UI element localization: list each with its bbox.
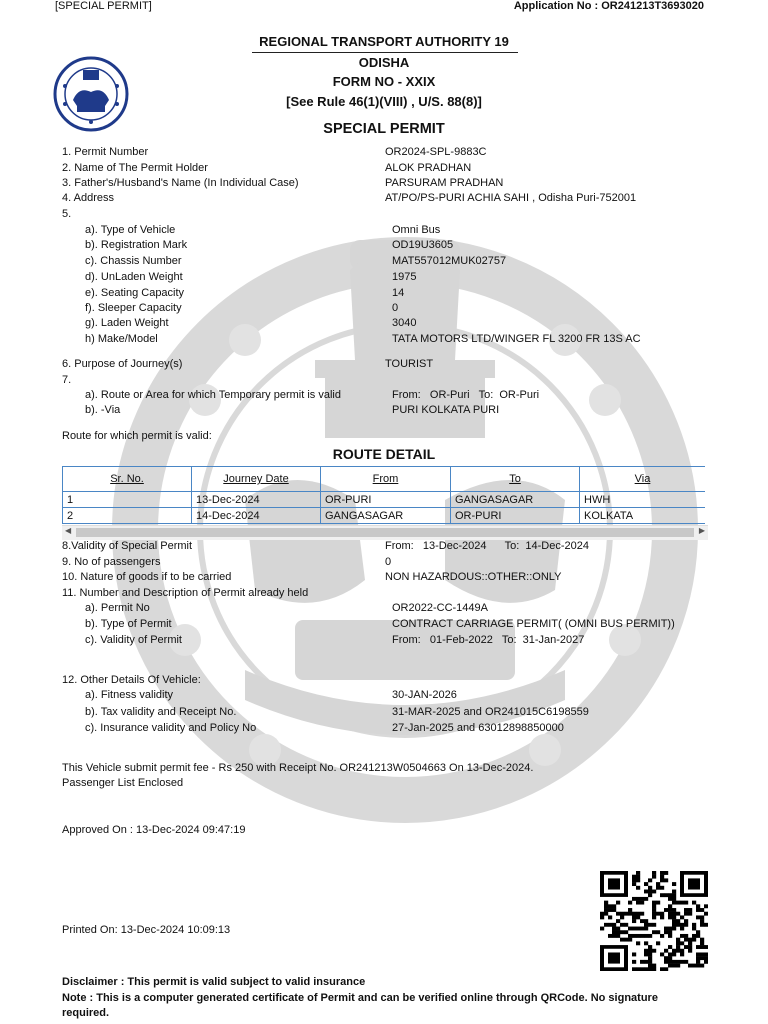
- printed-on: Printed On: 13-Dec-2024 10:09:13: [62, 924, 231, 936]
- route-detail-title: ROUTE DETAIL: [332, 446, 436, 462]
- disclaimer: Disclaimer : This permit is valid subject to valid insurance: [62, 976, 366, 988]
- horizontal-scrollbar[interactable]: [62, 525, 708, 540]
- unladen-weight-value: 1975: [392, 271, 417, 283]
- purpose-value: TOURIST: [385, 358, 434, 370]
- seating-label: e). Seating Capacity: [85, 287, 185, 299]
- tax-value: 31-MAR-2025 and OR241015C6198559: [392, 706, 589, 718]
- prior-permit-no-label: a). Permit No: [85, 602, 150, 614]
- prior-permit-type-label: b). Type of Permit: [85, 618, 172, 630]
- column-header-journey-date[interactable]: Journey Date: [192, 467, 321, 492]
- insurance-label: c). Insurance validity and Policy No: [85, 722, 257, 734]
- registration-value: OD19U3605: [392, 239, 454, 251]
- sleeper-value: 0: [392, 302, 399, 314]
- table-cell: 1: [63, 492, 192, 508]
- permit-type-label: [SPECIAL PERMIT]: [55, 0, 152, 12]
- verification-note-line1: Note : This is a computer generated certificate of Permit and can be verified online through QRCode. No signature: [62, 992, 658, 1004]
- section-5-label: 5.: [62, 208, 72, 220]
- table-cell: OR-PURI: [321, 492, 451, 508]
- seating-value: 14: [392, 287, 405, 299]
- address-value: AT/PO/PS-PURI ACHIA SAHI , Odisha Puri-752001: [385, 192, 637, 204]
- via-value: PURI KOLKATA PURI: [392, 404, 500, 416]
- passengers-value: 0: [385, 556, 392, 568]
- goods-label: 10. Nature of goods if to be carried: [62, 571, 232, 583]
- holder-label: 2. Name of The Permit Holder: [62, 162, 208, 174]
- other-details-label: 12. Other Details Of Vehicle:: [62, 674, 201, 686]
- table-cell: KOLKATA: [580, 508, 706, 524]
- application-number: Application No : OR241213T3693020: [513, 0, 704, 12]
- permit-number-value: OR2024-SPL-9883C: [385, 146, 487, 158]
- holder-value: ALOK PRADHAN: [385, 162, 472, 174]
- father-label: 3. Father's/Husband's Name (In Individual Case): [62, 177, 299, 189]
- validity-label: 8.Validity of Special Permit: [62, 540, 193, 552]
- column-header-from[interactable]: From: [321, 467, 451, 492]
- document-title: SPECIAL PERMIT: [323, 121, 445, 137]
- prior-permit-type-value: CONTRACT CARRIAGE PERMIT( (OMNI BUS PERMIT)): [392, 618, 675, 630]
- verification-note-line2: required.: [62, 1007, 110, 1019]
- table-cell: 13-Dec-2024: [192, 492, 321, 508]
- route-area-value: From: OR-Puri To: OR-Puri: [392, 389, 540, 401]
- column-header-sr-no[interactable]: Sr. No.: [63, 467, 192, 492]
- make-model-label: h) Make/Model: [85, 333, 158, 345]
- chassis-value: MAT557012MUK02757: [392, 255, 507, 267]
- column-header-to[interactable]: To: [451, 467, 580, 492]
- qr-code-icon[interactable]: [600, 871, 708, 971]
- make-model-value: TATA MOTORS LTD/WINGER FL 3200 FR 13S AC: [392, 333, 641, 345]
- fitness-label: a). Fitness validity: [85, 689, 174, 701]
- vehicle-type-label: a). Type of Vehicle: [85, 224, 176, 236]
- passengers-label: 9. No of passengers: [62, 556, 161, 568]
- insurance-value: 27-Jan-2025 and 63012898850000: [392, 722, 564, 734]
- fitness-value: 30-JAN-2026: [392, 689, 457, 701]
- rule-reference: [See Rule 46(1)(VIII) , U/S. 88(8)]: [286, 94, 482, 109]
- section-7-label: 7.: [62, 374, 72, 386]
- scrollbar-thumb[interactable]: [76, 528, 694, 537]
- chassis-label: c). Chassis Number: [85, 255, 182, 267]
- scroll-right-icon[interactable]: ▶: [698, 526, 705, 535]
- prior-permit-no-value: OR2022-CC-1449A: [392, 602, 488, 614]
- table-cell: OR-PURI: [451, 508, 580, 524]
- fee-statement: This Vehicle submit permit fee - Rs 250 with Receipt No. OR241213W0504663 On 13-Dec-2024.: [62, 762, 534, 774]
- laden-weight-label: g). Laden Weight: [85, 317, 169, 329]
- unladen-weight-label: d). UnLaden Weight: [85, 271, 183, 283]
- goods-value: NON HAZARDOUS::OTHER::ONLY: [385, 571, 562, 583]
- address-label: 4. Address: [62, 192, 114, 204]
- form-number: FORM NO - XXIX: [332, 74, 436, 89]
- table-cell: HWH: [580, 492, 706, 508]
- prior-permit-validity-value: From: 01-Feb-2022 To: 31-Jan-2027: [392, 634, 585, 646]
- table-row: [63, 492, 706, 508]
- route-area-label: a). Route or Area for which Temporary permit is valid: [85, 389, 341, 401]
- authority-title: REGIONAL TRANSPORT AUTHORITY 19: [259, 34, 509, 49]
- approved-on: Approved On : 13-Dec-2024 09:47:19: [62, 824, 246, 836]
- registration-label: b). Registration Mark: [85, 239, 188, 251]
- prior-permit-validity-label: c). Validity of Permit: [85, 634, 182, 646]
- tax-label: b). Tax validity and Receipt No.: [85, 706, 237, 718]
- sleeper-label: f). Sleeper Capacity: [85, 302, 182, 314]
- passenger-list-note: Passenger List Enclosed: [62, 777, 184, 789]
- table-cell: GANGASAGAR: [451, 492, 580, 508]
- prior-permit-label: 11. Number and Description of Permit already held: [62, 587, 309, 599]
- vehicle-type-value: Omni Bus: [392, 224, 441, 236]
- route-table-header: [63, 467, 706, 492]
- laden-weight-value: 3040: [392, 317, 417, 329]
- table-cell: 2: [63, 508, 192, 524]
- via-label: b). -Via: [85, 404, 121, 416]
- column-header-via[interactable]: Via: [580, 467, 706, 492]
- father-value: PARSURAM PRADHAN: [385, 177, 504, 189]
- permit-number-label: 1. Permit Number: [62, 146, 149, 158]
- purpose-label: 6. Purpose of Journey(s): [62, 358, 183, 370]
- state-title: ODISHA: [358, 55, 410, 70]
- table-cell: GANGASAGAR: [321, 508, 451, 524]
- header-divider: [252, 52, 518, 53]
- table-row: [63, 508, 706, 524]
- table-cell: 14-Dec-2024: [192, 508, 321, 524]
- scroll-left-icon[interactable]: ◀: [65, 526, 72, 535]
- validity-value: From: 13-Dec-2024 To: 14-Dec-2024: [385, 540, 589, 552]
- route-valid-label: Route for which permit is valid:: [62, 430, 212, 442]
- route-table: [62, 466, 705, 524]
